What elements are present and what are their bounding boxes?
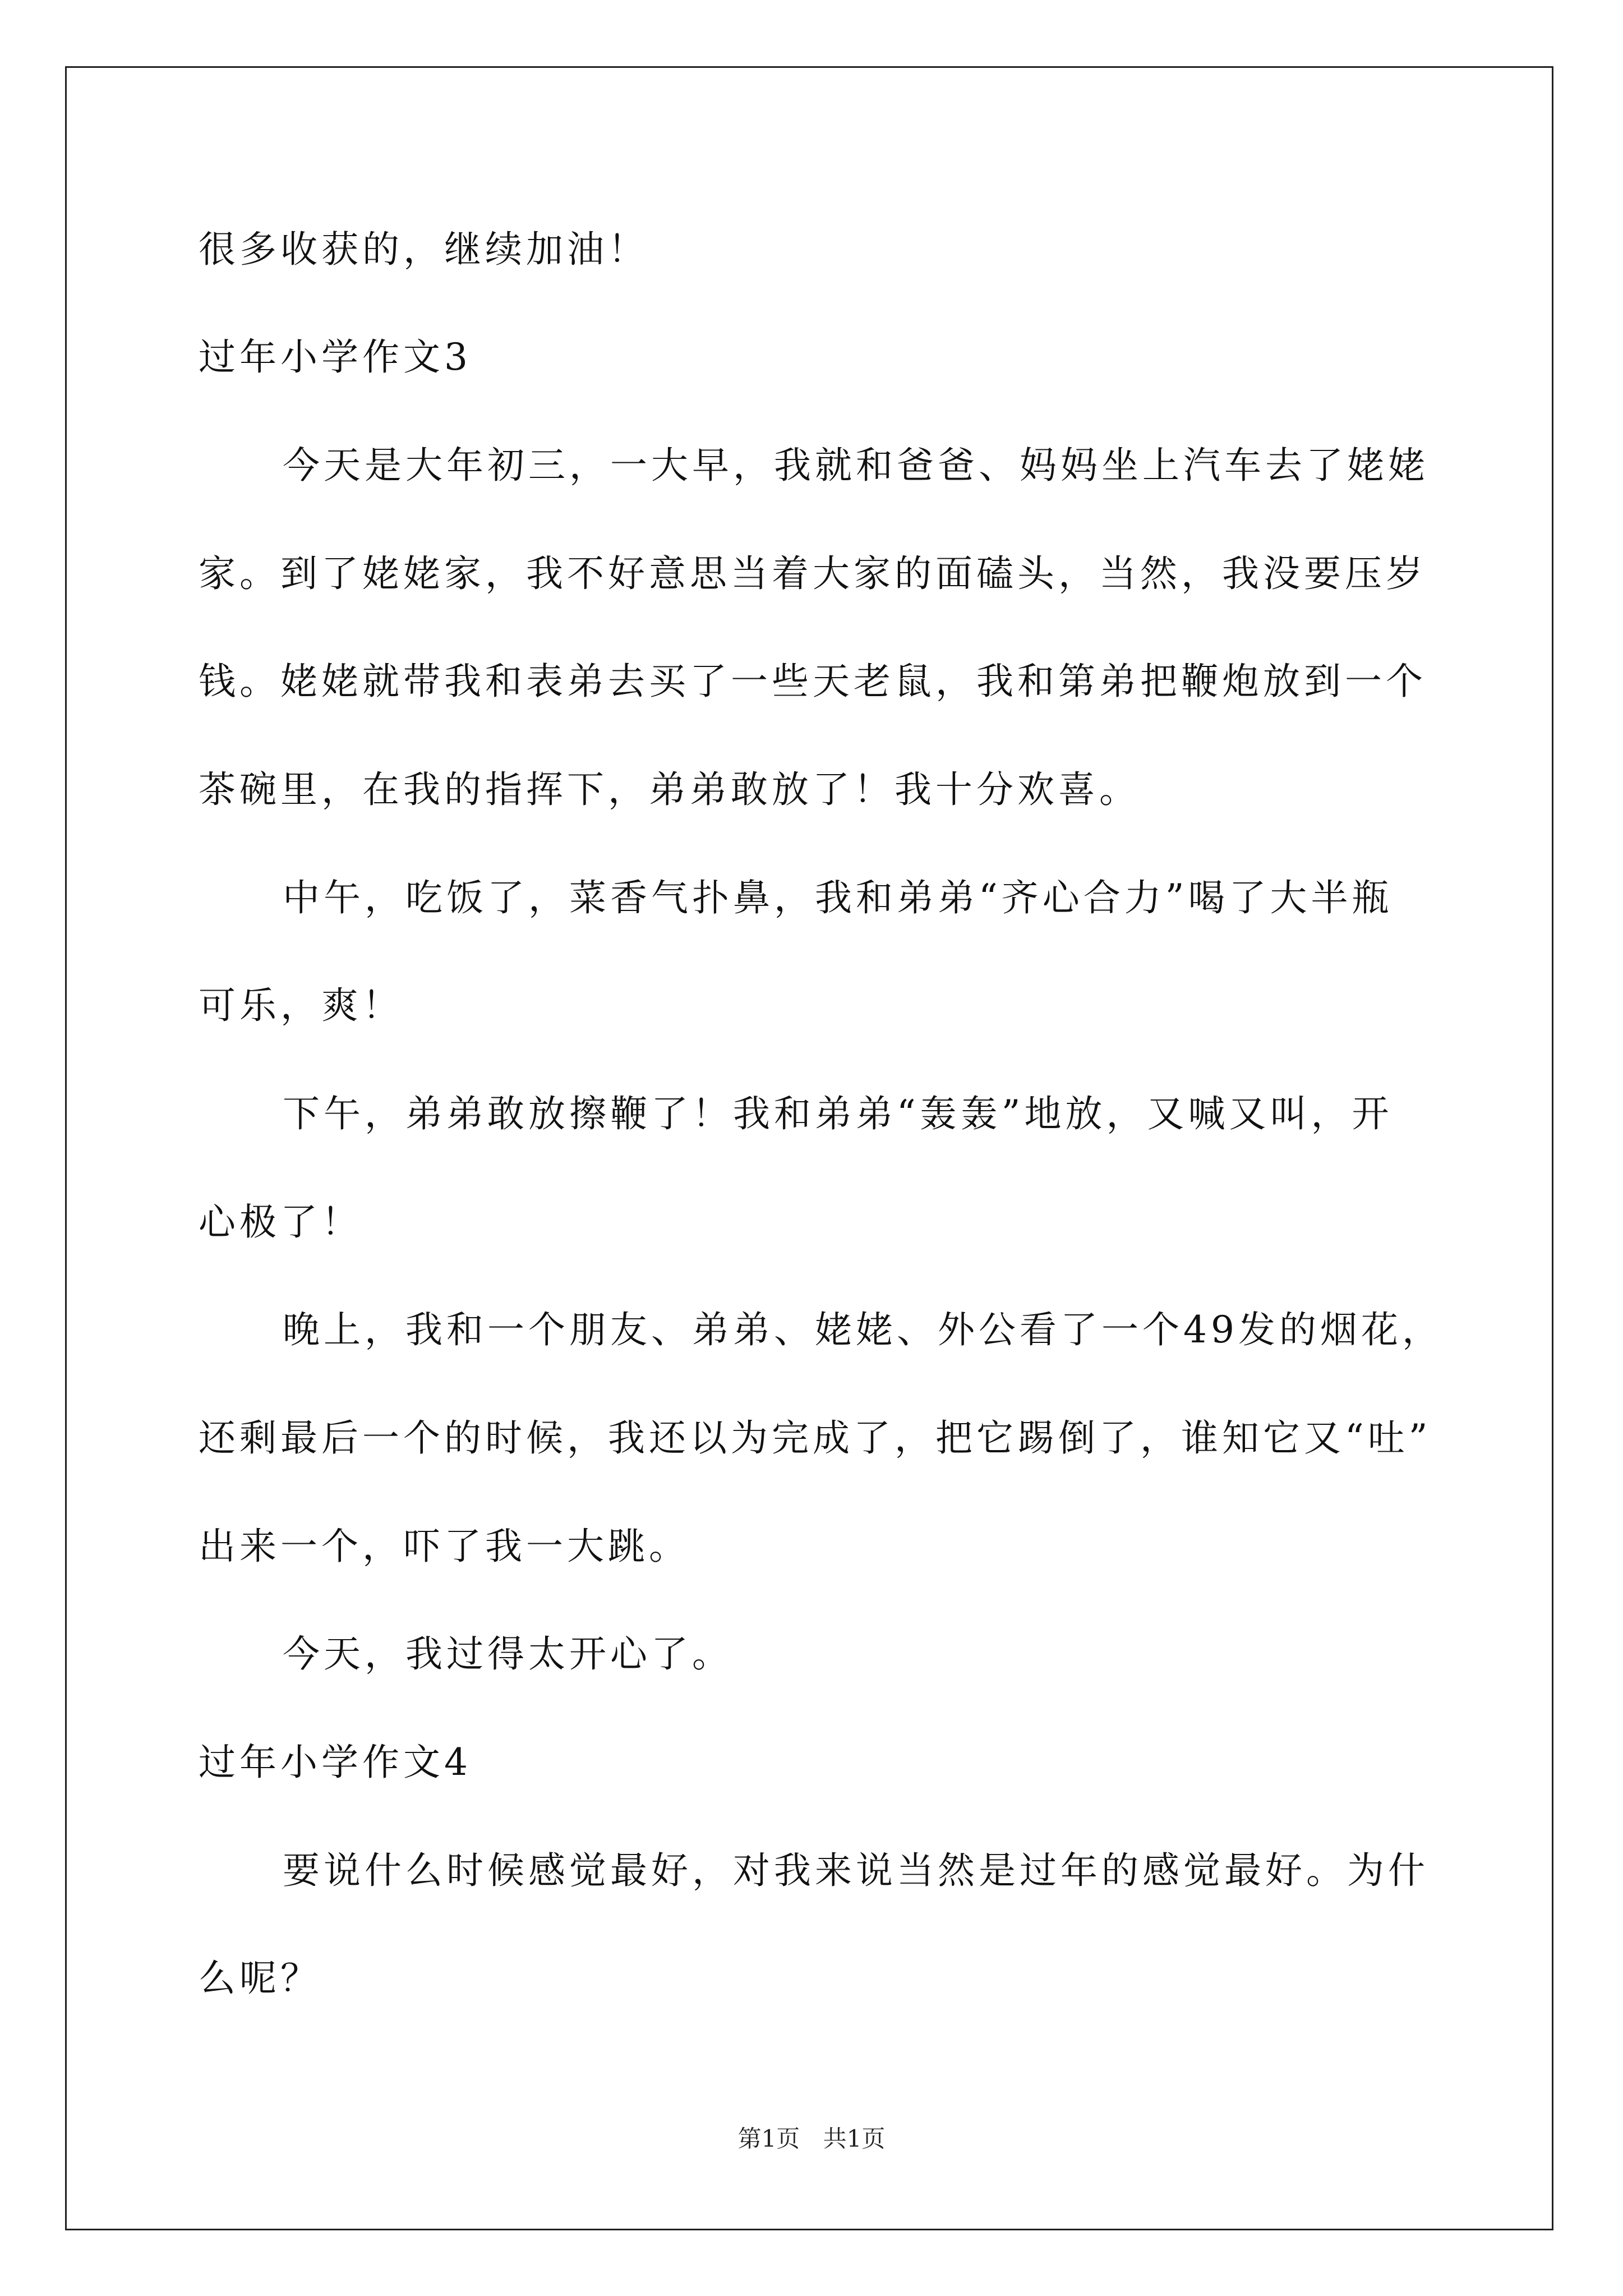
text-line: 钱。姥姥就带我和表弟去买了一些天老鼠，我和第弟把鞭炮放到一个 <box>199 660 1427 703</box>
text-line: 可乐，爽！ <box>199 984 403 1027</box>
section-heading: 过年小学作文3 <box>199 335 472 379</box>
text-line: 心极了！ <box>199 1200 362 1244</box>
page-border <box>65 66 1553 2230</box>
text-line: 茶碗里，在我的指挥下，弟弟敢放了！我十分欢喜。 <box>199 768 1140 811</box>
paragraph-first-line: 今天是大年初三，一大早，我就和爸爸、妈妈坐上汽车去了姥姥 <box>283 444 1429 487</box>
page-number: 第1页 <box>737 2125 800 2152</box>
text-line: 么呢？ <box>199 1957 321 2000</box>
paragraph-first-line: 下午，弟弟敢放擦鞭了！我和弟弟“轰轰”地放，又喊又叫，开 <box>283 1092 1393 1135</box>
paragraph-first-line: 今天，我过得太开心了。 <box>283 1632 733 1676</box>
paragraph-first-line: 晚上，我和一个朋友、弟弟、姥姥、外公看了一个49发的烟花， <box>283 1308 1443 1351</box>
page-footer <box>0 2123 1623 2155</box>
text-line: 很多收获的，继续加油！ <box>199 228 649 271</box>
section-heading: 过年小学作文4 <box>199 1741 472 1784</box>
text-line: 出来一个，吓了我一大跳。 <box>199 1525 690 1568</box>
text-line: 家。到了姥姥家，我不好意思当着大家的面磕头，当然，我没要压岁 <box>199 552 1427 595</box>
page-total: 共1页 <box>823 2125 886 2152</box>
paragraph-first-line: 要说什么时候感觉最好，对我来说当然是过年的感觉最好。为什 <box>283 1849 1429 1892</box>
paragraph-first-line: 中午，吃饭了，菜香气扑鼻，我和弟弟“齐心合力”喝了大半瓶 <box>283 876 1393 919</box>
text-line: 还剩最后一个的时候，我还以为完成了，把它踢倒了，谁知它又“吐” <box>199 1416 1432 1460</box>
